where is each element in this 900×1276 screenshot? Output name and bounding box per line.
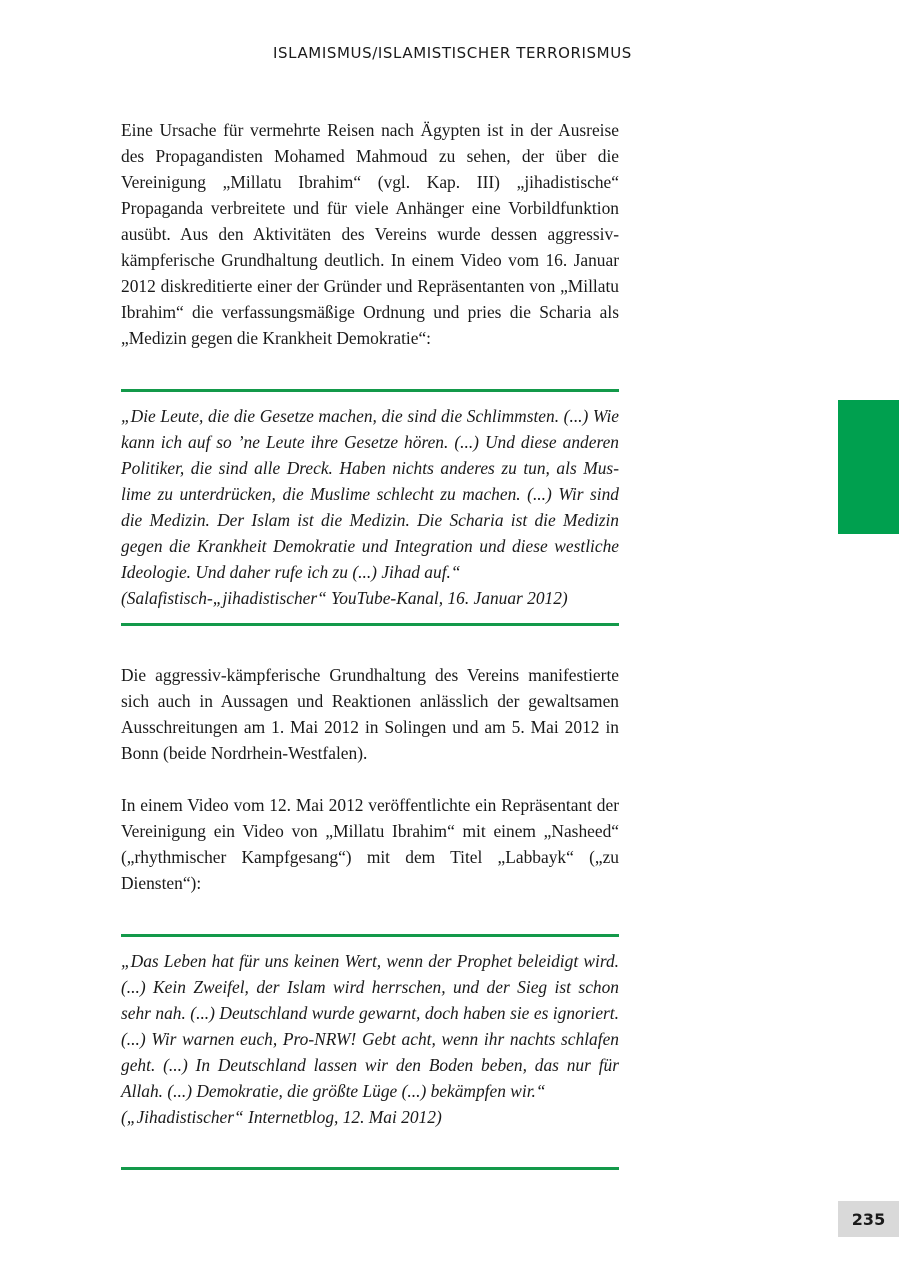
quote-2-source: („Jihadistischer“ Internetblog, 12. Mai 2012) [121,1107,442,1127]
chapter-thumb-tab [838,400,899,534]
page-number: 235 [851,1209,886,1229]
quote-2-text: „Das Leben hat für uns keinen Wert, wenn der Prophet beleidigt wird. (...) Kein Zweifel, der Islam wird herrschen, und der Sieg ist schon sehr nah. (...) Deutschland wurde gewarnt, doch haben sie es ignoriert. (...) Wir warnen euch, Pro-NRW! Gebt acht, wenn ihr nachts schlafen geht. (...) In Deutschland lassen wir den Boden beben, das nur für Allah. (...) Demokratie, die größte Lüge (...) bekämpfen wir.“ [121,951,619,1101]
paragraph-2: Die aggressiv-kämpferische Grundhaltung des Vereins manifestierte sich auch in Aussagen und Reaktionen anlässlich der gewaltsamen Ausschreitungen am 1. Mai 2012 in Solingen und am 5. Mai 2012 in Bonn (beide Nordrhein-Westfalen). [121,665,619,763]
page-number-box [838,1201,899,1237]
quote-2 [121,948,619,1130]
quote-1-bottom-rule [121,623,619,626]
paragraph-3: In einem Video vom 12. Mai 2012 veröffentlichte ein Repräsentant der Vereinigung ein Video von „Millatu Ibrahim“ mit einem „Nasheed“ („rhythmischer Kampfgesang“) mit dem Titel „Labbayk“ („zu Diensten“): [121,795,619,893]
quote-1-text: „Die Leute, die die Gesetze machen, die sind die Schlimmsten. (...) Wie kann ich auf so ’ne Leute ihre Gesetze hören. (...) Und diese anderen Politiker, die sind alle Dreck. Haben nichts anderes zu tun, als Muslime zu unterdrücken, die Muslime schlecht zu machen. (...) Wir sind die Medizin. Der Islam ist die Medizin. Die Scharia ist die Medizin gegen die Krankheit Demokratie und Integration und diese westliche Ideologie. Und daher rufe ich zu (...) Jihad auf.“ [121,406,619,582]
quote-1-source: (Salafistisch-„jihadistischer“ YouTube-Kanal, 16. Januar 2012) [121,588,568,608]
quote-1 [121,403,619,611]
quote-2-bottom-rule [121,1167,619,1170]
quote-2-top-rule [121,934,619,937]
running-title: ISLAMISMUS/ISLAMISTISCHER TERRORISMUS [273,44,632,62]
paragraph-1: Eine Ursache für vermehrte Reisen nach Ägypten ist in der Ausreise des Propagandisten Mohamed Mahmoud zu sehen, der über die Vereinigung „Millatu Ibrahim“ (vgl. Kap. III) „jihadistische“ Propaganda verbreitete und für viele Anhänger eine Vorbildfunktion ausübt. Aus den Aktivitäten des Vereins wurde dessen aggressiv-kämpferische Grundhaltung deutlich. In einem Video vom 16. Januar 2012 diskreditierte einer der Gründer und Repräsentanten von „Millatu Ibrahim“ die verfassungsmäßige Ordnung und pries die Scharia als „Medizin gegen die Krankheit Demokratie“: [121,120,619,348]
quote-1-top-rule [121,389,619,392]
